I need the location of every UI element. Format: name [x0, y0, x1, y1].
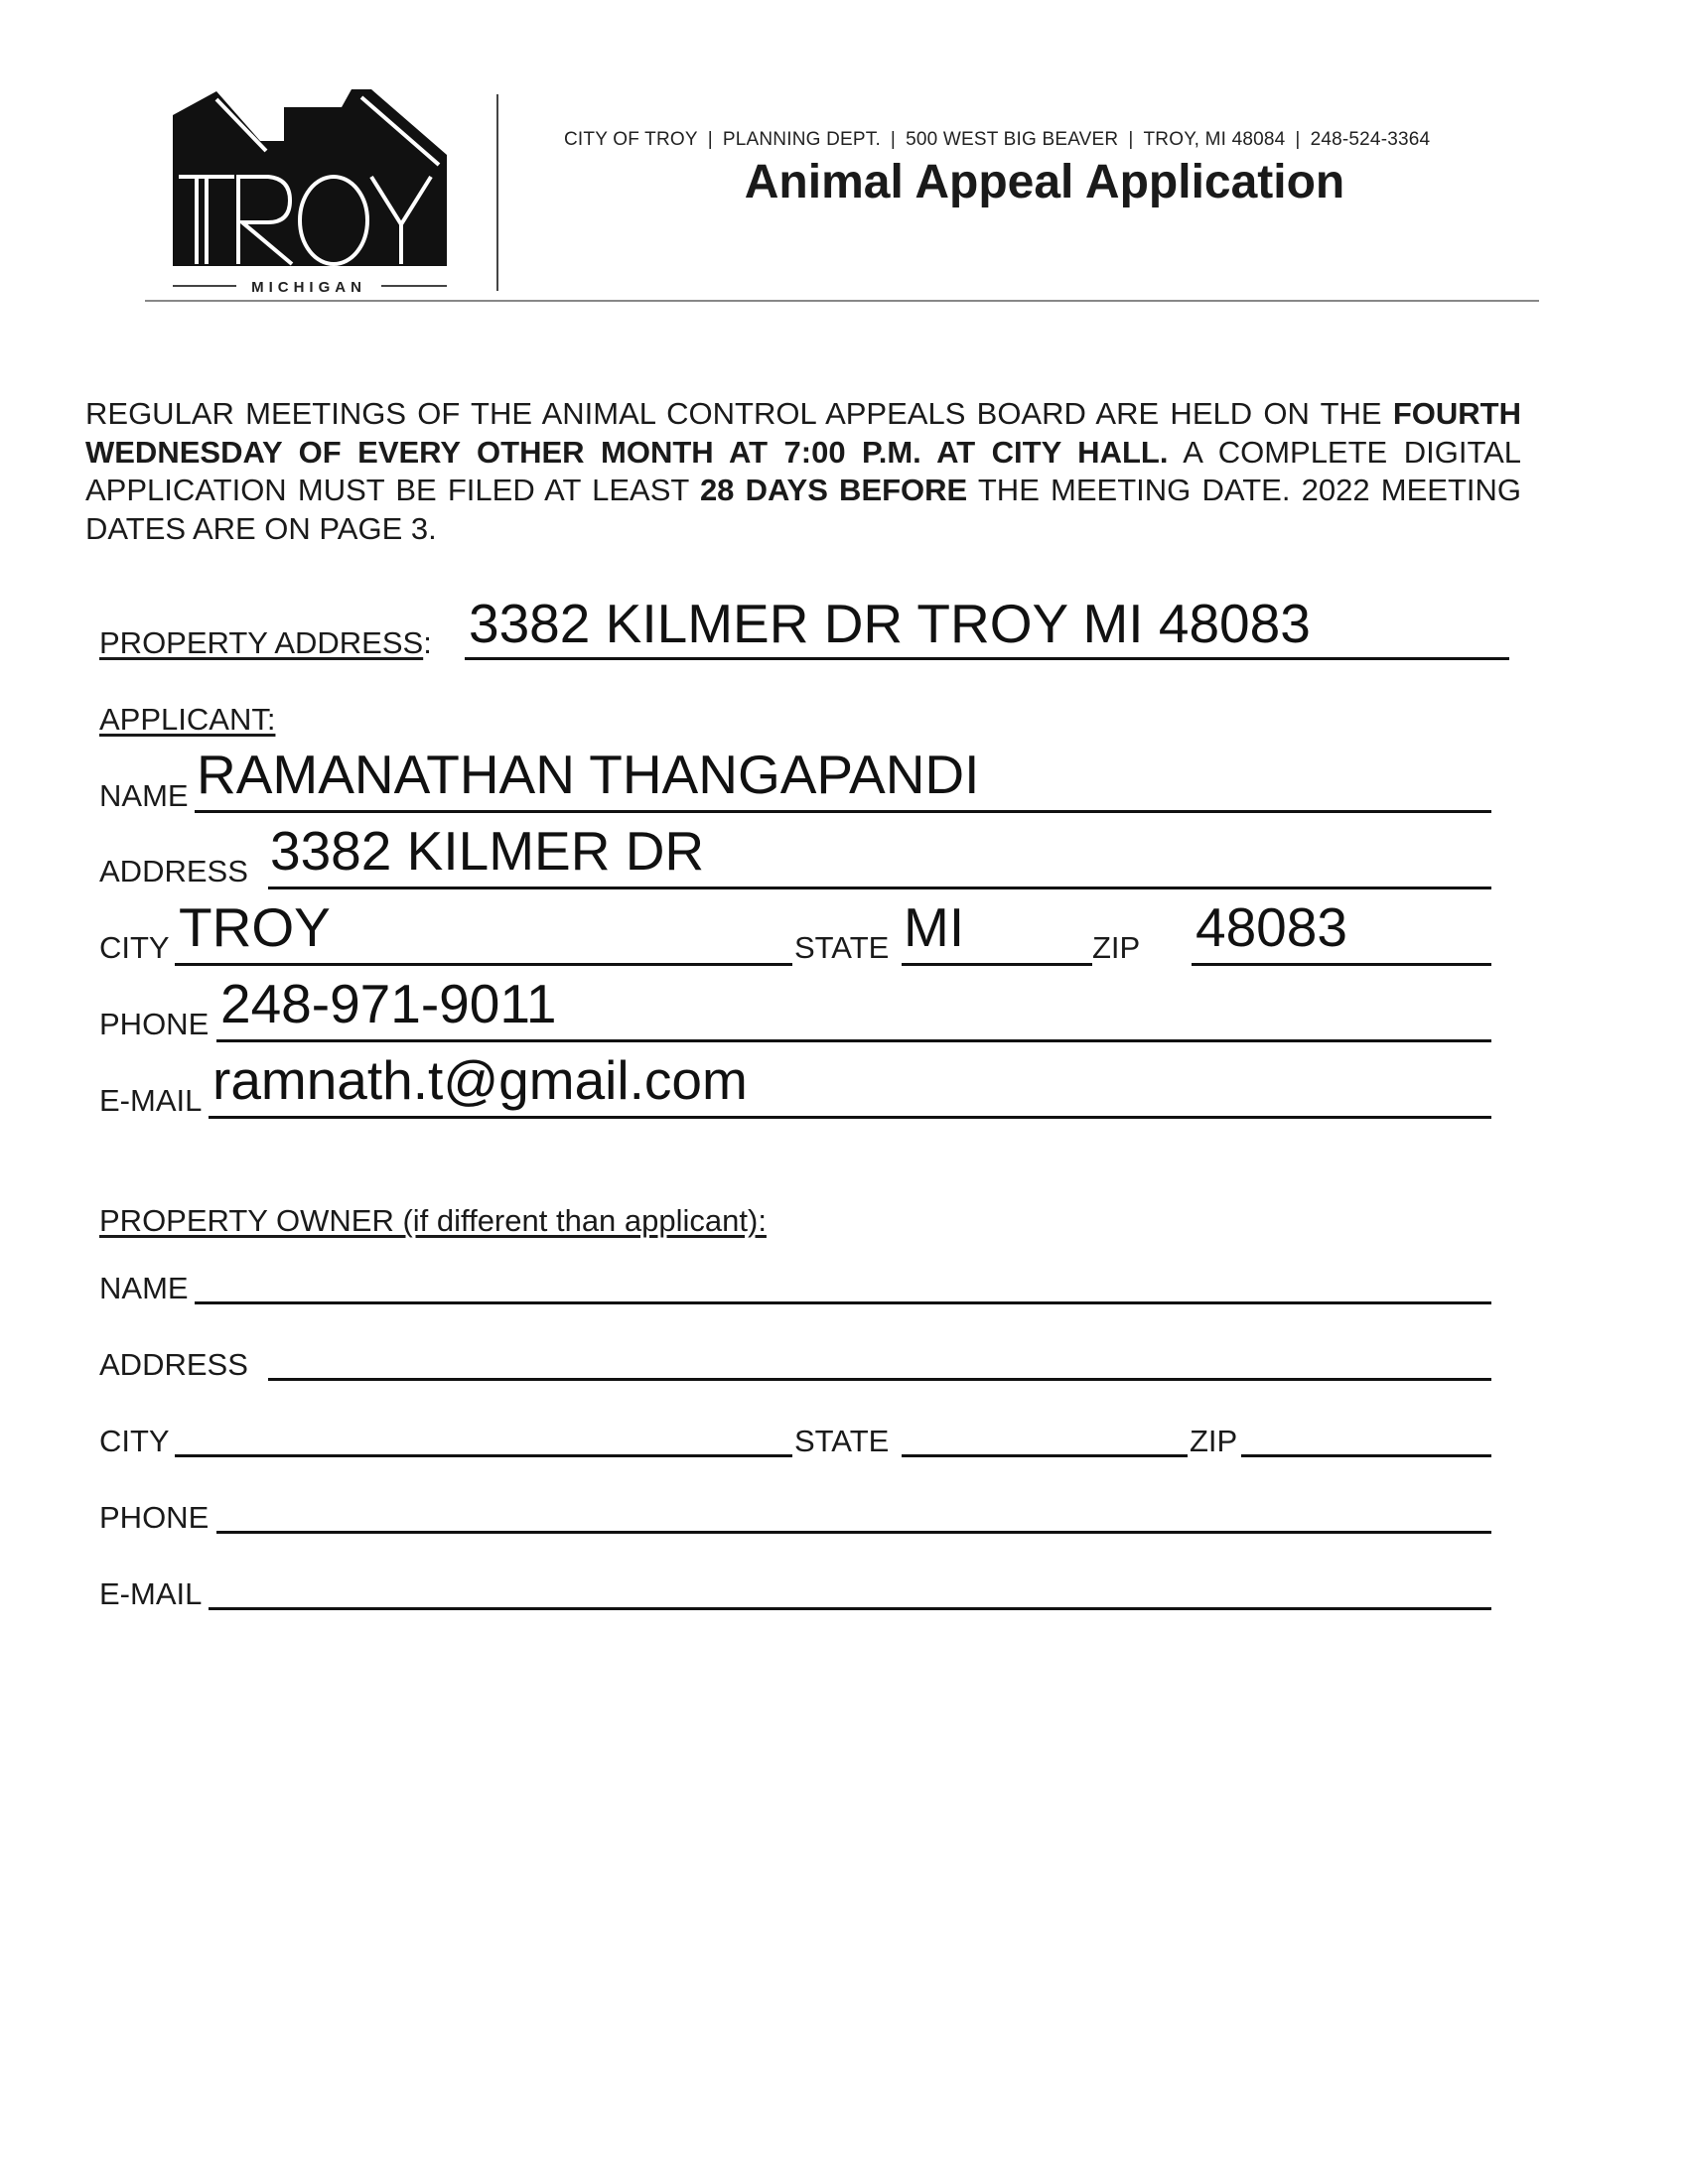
applicant-name-line	[195, 810, 1491, 813]
header-contact-info: CITY OF TROY | PLANNING DEPT. | 500 WEST BIG BEAVER | TROY, MI 48084 | 248-524-3364	[564, 129, 1431, 150]
applicant-zip-value[interactable]: 48083	[1196, 896, 1347, 958]
owner-phone-line	[216, 1531, 1491, 1534]
owner-phone-label: PHONE	[99, 1500, 210, 1535]
document-title: Animal Appeal Application	[744, 156, 1345, 208]
property-address-value[interactable]: 3382 KILMER DR TROY MI 48083	[469, 593, 1311, 654]
owner-zip-line	[1241, 1454, 1491, 1457]
applicant-heading: APPLICANT:	[99, 702, 276, 737]
meeting-notice	[85, 395, 1521, 548]
applicant-zip-label: ZIP	[1092, 930, 1141, 965]
property-owner-heading: PROPERTY OWNER (if different than applicant):	[99, 1203, 767, 1238]
applicant-city-label: CITY	[99, 930, 170, 965]
applicant-phone-label: PHONE	[99, 1007, 210, 1041]
owner-city-label: CITY	[99, 1424, 170, 1458]
applicant-state-label: STATE	[794, 930, 890, 965]
property-address-line	[465, 657, 1509, 660]
notice-bold-meeting-time: FOURTH WEDNESDAY OF EVERY OTHER MONTH AT 7:00 P.M. AT CITY HALL.	[85, 396, 1521, 470]
applicant-state-line	[902, 963, 1092, 966]
applicant-address-value[interactable]: 3382 KILMER DR	[270, 820, 705, 882]
applicant-name-label: NAME	[99, 778, 189, 813]
applicant-name-value[interactable]: RAMANATHAN THANGAPANDI	[197, 744, 980, 805]
owner-email-line	[209, 1607, 1491, 1610]
applicant-address-label: ADDRESS	[99, 854, 248, 888]
applicant-zip-line	[1192, 963, 1491, 966]
applicant-email-label: E-MAIL	[99, 1083, 203, 1118]
org-city: CITY OF TROY	[564, 129, 698, 150]
property-address-colon: :	[423, 625, 432, 660]
applicant-city-line	[175, 963, 792, 966]
owner-name-label: NAME	[99, 1271, 189, 1305]
header-rule	[145, 300, 1539, 302]
applicant-address-line	[268, 887, 1491, 889]
owner-address-line	[268, 1378, 1491, 1381]
notice-bold-deadline: 28 DAYS BEFORE	[699, 473, 968, 507]
org-phone: 248-524-3364	[1310, 129, 1431, 150]
svg-text:MICHIGAN: MICHIGAN	[251, 279, 366, 296]
owner-email-label: E-MAIL	[99, 1576, 203, 1611]
applicant-state-value[interactable]: MI	[904, 896, 965, 958]
owner-state-label: STATE	[794, 1424, 890, 1458]
property-address-label-group	[99, 625, 432, 661]
applicant-phone-line	[216, 1039, 1491, 1042]
owner-name-line	[195, 1301, 1491, 1304]
org-street: 500 WEST BIG BEAVER	[906, 129, 1119, 150]
notice-text-2: A COMPLETE DIGITAL APPLICATION MUST BE FILED AT LEAST	[85, 434, 1521, 507]
property-address-label: PROPERTY ADDRESS	[99, 625, 424, 660]
notice-text-3: THE MEETING DATE. 2022 MEETING DATES ARE ON PAGE 3.	[85, 473, 1521, 546]
org-department: PLANNING DEPT.	[722, 129, 881, 150]
notice-text-1: REGULAR MEETINGS OF THE ANIMAL CONTROL APPEALS BOARD ARE HELD ON THE	[85, 396, 1393, 431]
header-divider	[496, 94, 498, 291]
applicant-email-line	[209, 1116, 1491, 1119]
owner-zip-label: ZIP	[1190, 1424, 1238, 1458]
owner-city-line	[175, 1454, 792, 1457]
org-city-state-zip: TROY, MI 48084	[1143, 129, 1286, 150]
troy-michigan-logo	[167, 85, 451, 296]
owner-state-line	[902, 1454, 1188, 1457]
applicant-city-value[interactable]: TROY	[179, 896, 331, 958]
applicant-phone-value[interactable]: 248-971-9011	[220, 973, 557, 1034]
owner-address-label: ADDRESS	[99, 1347, 248, 1382]
applicant-email-value[interactable]: ramnath.t@gmail.com	[212, 1049, 748, 1111]
